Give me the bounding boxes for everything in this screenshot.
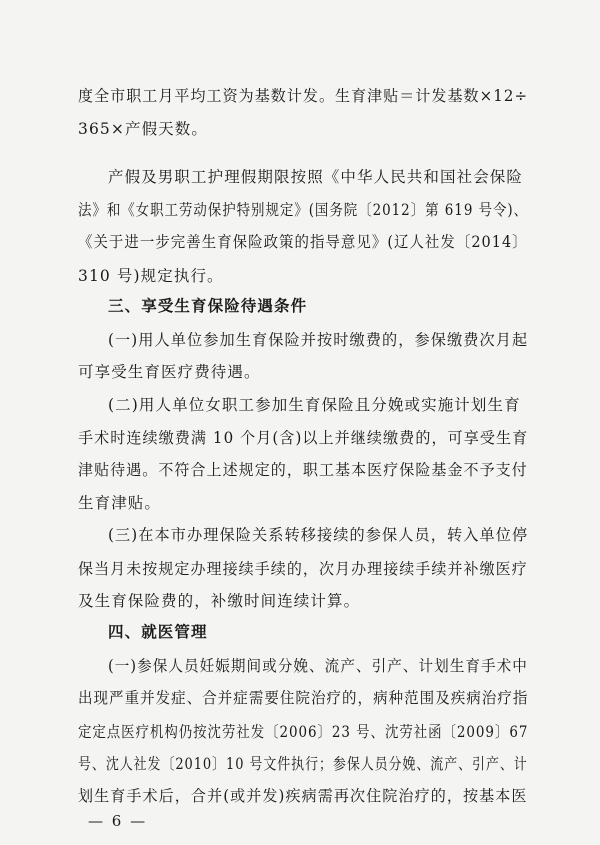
section-heading-4: 四、就医管理 xyxy=(108,623,208,641)
para-4-line-2: 手术时连续缴费满 10 个月(含)以上并继续缴费的，可享受生育 xyxy=(78,428,529,447)
para-6-line-2: 出现严重并发症、合并症需要住院治疗的，病种范围及疾病治疗指 xyxy=(78,689,529,708)
para-2-line-2: 法》和《女职工劳动保护特别规定》(国务院〔2012〕第 619 号令)、 xyxy=(78,201,529,220)
para-2-line-3: 《关于进一步完善生育保险政策的指导意见》(辽人社发〔2014〕 xyxy=(78,233,528,252)
para-1-line-1: 度全市职工月平均工资为基数计发。生育津贴＝计发基数×12÷ xyxy=(78,87,529,105)
para-5-line-1: (三)在本市办理保险关系转移接续的参保人员，转入单位停 xyxy=(108,526,529,545)
para-4-line-1: (二)用人单位女职工参加生育保险且分娩或实施计划生育 xyxy=(108,395,521,414)
page-number: — 6 — xyxy=(88,812,148,830)
para-6-line-4: 号、沈人社发〔2010〕10 号文件执行；参保人员分娩、流产、引产、计 xyxy=(78,754,528,773)
para-5-line-2: 保当月未按规定办理接续手续的，次月办理接续手续并补缴医疗 xyxy=(78,559,528,578)
para-2-line-4: 310 号)规定执行。 xyxy=(78,266,224,285)
para-6-line-1: (一)参保人员妊娠期间或分娩、流产、引产、计划生育手术中 xyxy=(108,657,528,676)
para-4-line-4: 生育津贴。 xyxy=(78,494,162,513)
para-6-line-5: 划生育手术后，合并(或并发)疾病需再次住院治疗的，按基本医 xyxy=(78,787,528,805)
para-3-line-2: 可享受生育医疗费待遇。 xyxy=(78,363,261,382)
para-6-line-3: 定定点医疗机构仍按沈劳社发〔2006〕23 号、沈劳社函〔2009〕67 xyxy=(78,722,529,741)
para-3-line-1: (一)用人单位参加生育保险并按时缴费的，参保缴费次月起 xyxy=(108,331,529,350)
para-2-line-1: 产假及男职工护理假期限按照《中华人民共和国社会保险 xyxy=(108,168,524,186)
para-5-line-3: 及生育保险费的，补缴时间连续计算。 xyxy=(78,591,361,610)
para-4-line-3: 津贴待遇。不符合上述规定的，职工基本医疗保险基金不予支付 xyxy=(78,460,528,479)
para-1-line-2: 365×产假天数。 xyxy=(78,120,208,139)
section-heading-3: 三、享受生育保险待遇条件 xyxy=(108,296,308,315)
